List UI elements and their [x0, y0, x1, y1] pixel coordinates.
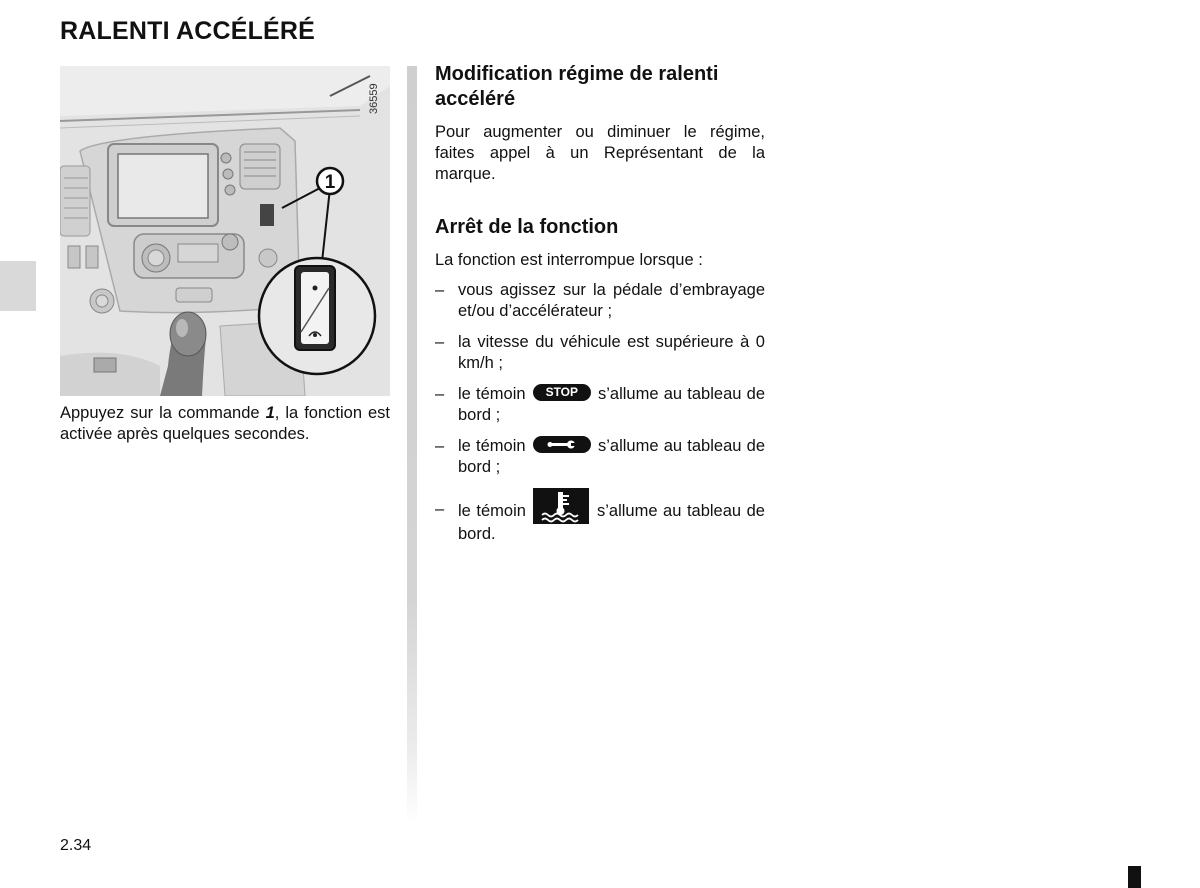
stop-icon-label: STOP — [545, 385, 579, 399]
list-item-text-before: le témoin — [458, 385, 531, 403]
list-dash: – — [435, 281, 445, 299]
section-heading-stop: Arrêt de la fonction — [435, 216, 619, 238]
list-item — [435, 384, 765, 426]
list-item-text-before: le témoin — [458, 437, 531, 455]
list-item — [435, 280, 765, 322]
caption-reference: 1 — [265, 404, 275, 422]
figure-caption — [60, 403, 390, 445]
section-intro-stop: La fonction est interrompue lorsque : — [435, 251, 703, 269]
list-item — [435, 332, 765, 374]
wrench-warning-icon — [533, 436, 591, 453]
stop-conditions-list — [435, 280, 765, 545]
list-item-text: la vitesse du véhicule est supérieure à 0 km/h ; — [458, 333, 765, 372]
list-item-text-after: s’allume au tableau de bord ; — [458, 385, 765, 424]
page-number: 2.34 — [60, 837, 92, 854]
list-item-text-after: s’allume au tableau de bord ; — [458, 437, 765, 476]
callout-number: 1 — [324, 172, 336, 193]
coolant-temperature-icon — [533, 488, 589, 524]
list-item-text: vous agissez sur la pédale d’embrayage et/ou d’accélérateur ; — [458, 281, 765, 320]
list-dash: – — [435, 333, 445, 351]
page-edge-mark — [1128, 866, 1141, 888]
list-item — [435, 488, 765, 545]
page-title: RALENTI ACCÉLÉRÉ — [60, 17, 316, 45]
section-text-modification: Pour augmenter ou diminuer le régime, faites appel à un Représentant de la marque. — [435, 123, 765, 183]
chapter-tab — [0, 261, 36, 311]
list-item — [435, 436, 765, 478]
caption-text-end: , la fonction est activée après quelques secondes. — [60, 404, 391, 443]
section-heading-modification: Modification régime de ralenti accéléré — [435, 63, 719, 110]
column-divider — [407, 66, 417, 826]
right-column — [435, 62, 765, 555]
list-dash: – — [435, 500, 445, 518]
list-item-text-after: s’allume au tableau de bord. — [458, 502, 765, 543]
figure-number: 36559 — [368, 83, 380, 114]
list-dash: – — [435, 437, 445, 455]
dashboard-drawing — [60, 66, 390, 396]
caption-text-start: Appuyez sur la commande — [60, 404, 266, 422]
list-dash: – — [435, 385, 445, 403]
dashboard-illustration — [60, 66, 390, 396]
list-item-text-before: le témoin — [458, 502, 532, 520]
stop-warning-icon — [533, 384, 591, 401]
